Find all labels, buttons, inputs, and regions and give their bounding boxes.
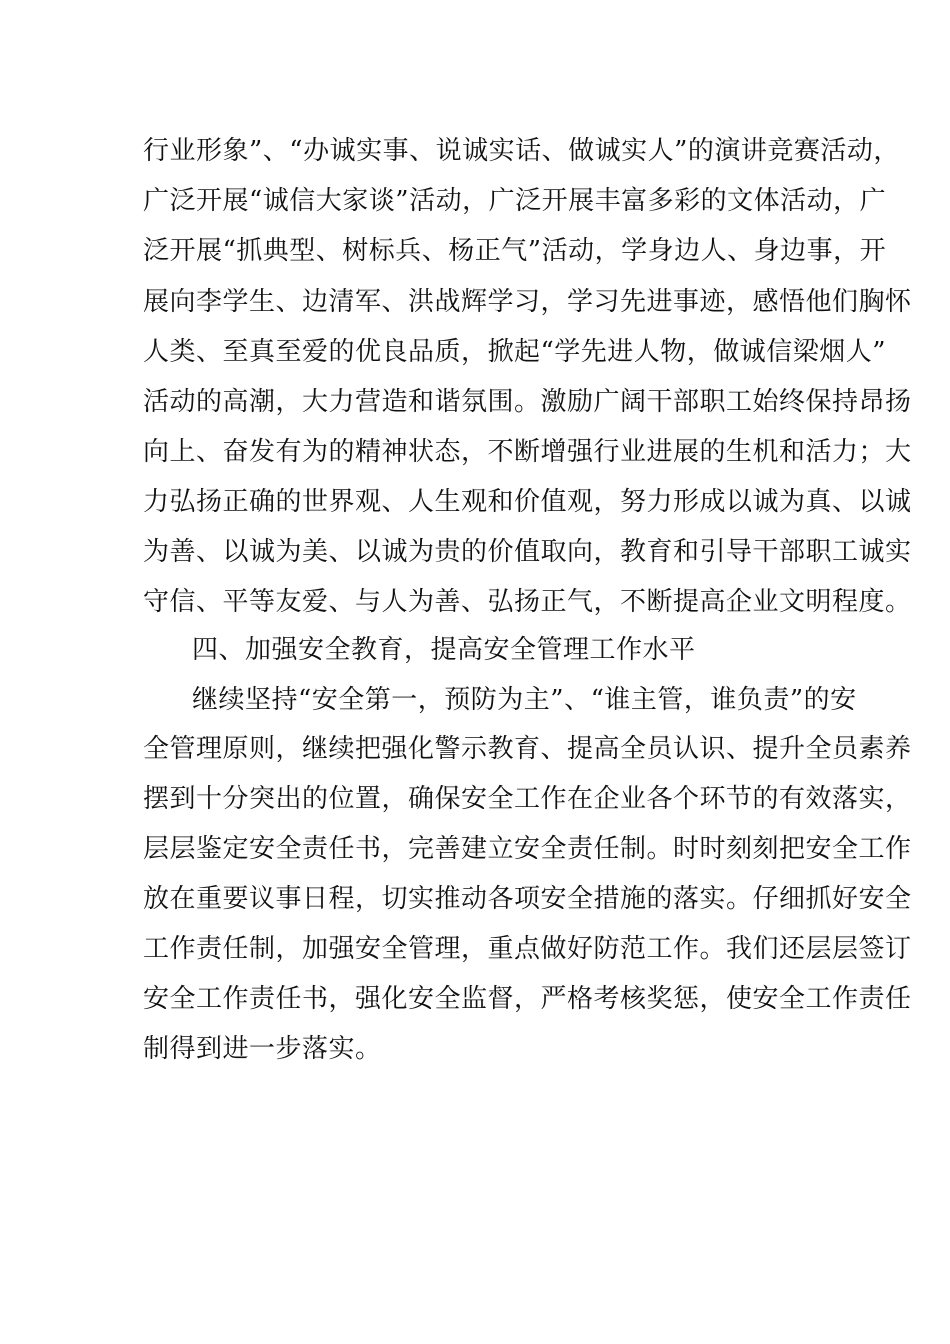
text-line: 人类、至真至爱的优良品质，掀起“学先进人物，做诚信梁烟人” [143,337,887,367]
text-line: 力弘扬正确的世界观、人生观和价值观，努力形成以诚为真、以诚 [143,487,912,517]
text-line: 工作责任制，加强安全管理，重点做好防范工作。我们还层层签订 [143,934,912,964]
section-heading: 四、加强安全教育，提高安全管理工作水平 [192,635,696,665]
text-line: 层层鉴定安全责任书，完善建立安全责任制。时时刻刻把安全工作 [143,834,912,864]
text-line: 广泛开展“诚信大家谈”活动，广泛开展丰富多彩的文体活动，广 [143,186,887,216]
text-line: 全管理原则，继续把强化警示教育、提高全员认识、提升全员素养 [143,734,912,764]
text-line: 安全工作责任书，强化安全监督，严格考核奖惩，使安全工作责任 [143,984,912,1014]
text-line: 守信、平等友爱、与人为善、弘扬正气，不断提高企业文明程度。 [143,587,912,617]
text-line: 制得到进一步落实。 [143,1034,382,1064]
text-line: 向上、奋发有为的精神状态，不断增强行业进展的生机和活力；大 [143,437,912,467]
text-line: 行业形象”、“办诚实事、说诚实话、做诚实人”的演讲竞赛活动， [143,136,900,166]
text-line: 继续坚持“安全第一，预防为主”、“谁主管，谁负责”的安 [192,685,857,715]
text-line: 展向李学生、边清军、洪战辉学习，学习先进事迹，感悟他们胸怀 [143,287,912,317]
text-line: 活动的高潮，大力营造和谐氛围。激励广阔干部职工始终保持昂扬 [143,387,912,417]
text-line: 摆到十分突出的位置，确保安全工作在企业各个环节的有效落实， [143,784,912,814]
text-line: 泛开展“抓典型、树标兵、杨正气”活动，学身边人、身边事，开 [143,236,887,266]
text-line: 放在重要议事日程，切实推动各项安全措施的落实。仔细抓好安全 [143,884,912,914]
text-line: 为善、以诚为美、以诚为贵的价值取向，教育和引导干部职工诚实 [143,537,912,567]
